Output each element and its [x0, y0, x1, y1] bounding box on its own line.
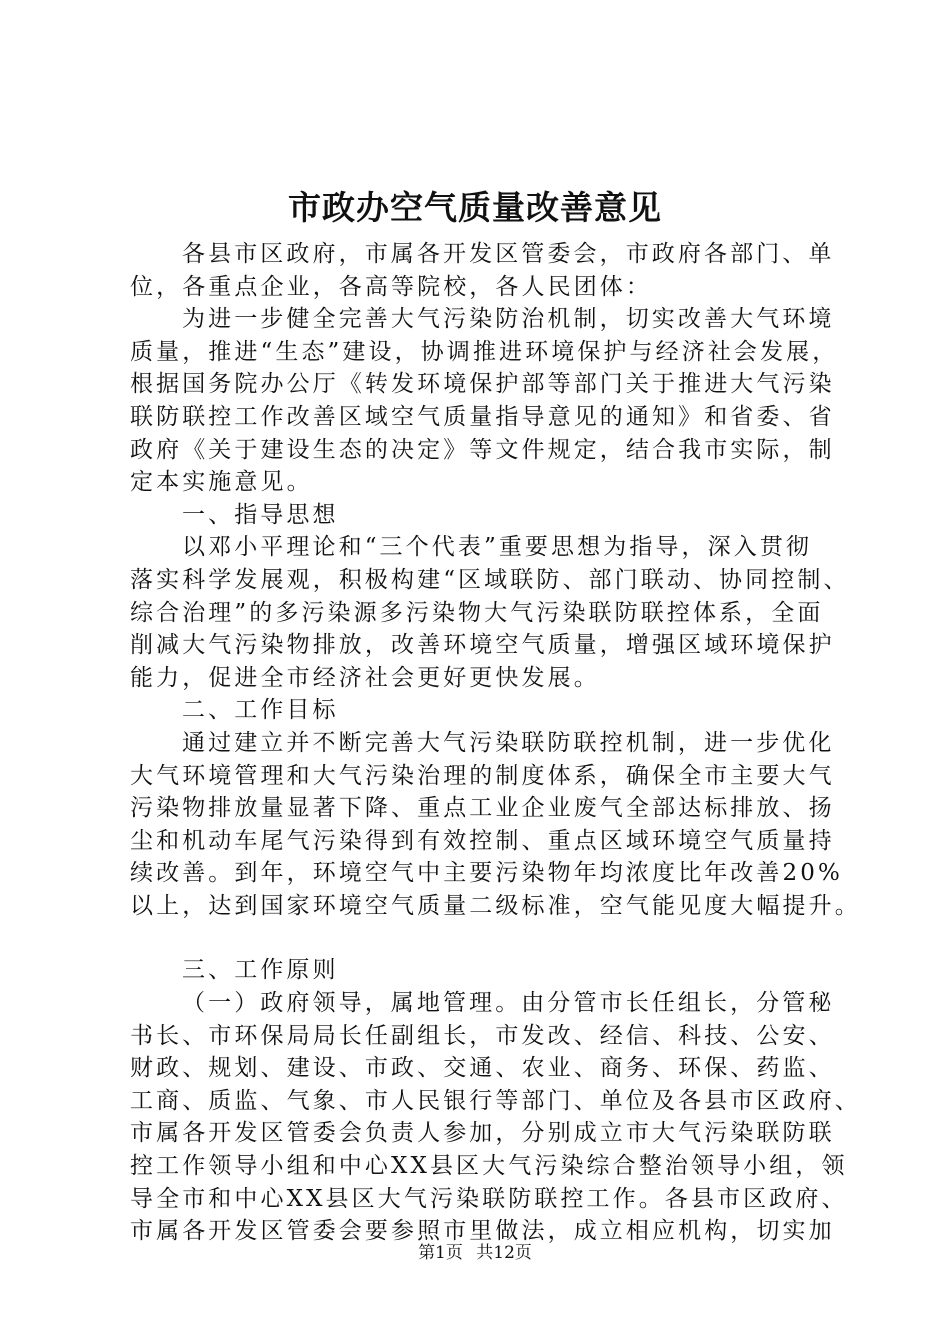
text-line: 联防联控工作改善区域空气质量指导意见的通知》和省委、省 [130, 403, 835, 430]
text-line: 尘和机动车尾气污染得到有效控制、重点区域环境空气质量持 [130, 827, 835, 854]
document-body [130, 238, 861, 1248]
text-line: 落实科学发展观，积极构建“区域联防、部门联动、协同控制、 [130, 566, 850, 593]
text-line: 续改善。到年，环境空气中主要污染物年均浓度比年改善20% [130, 860, 843, 887]
text-line: （一）政府领导，属地管理。由分管市长任组长，分管秘 [182, 990, 835, 1017]
document-title: 市政办空气质量改善意见 [288, 188, 662, 227]
blank-line [130, 922, 852, 954]
text-line: 政府《关于建设生态的决定》等文件规定，结合我市实际，制 [130, 436, 835, 463]
text-line: 以上，达到国家环境空气质量二级标准，空气能见度大幅提升。 [130, 892, 861, 919]
text-line: 书长、市环保局局长任副组长，市发改、经信、科技、公安、 [130, 1022, 835, 1049]
text-line: 削减大气污染物排放，改善环境空气质量，增强区域环境保护 [130, 632, 835, 659]
text-line: 导全市和中心XX县区大气污染联防联控工作。各县市区政府、 [130, 1185, 848, 1212]
text-line: 以邓小平理论和“三个代表”重要思想为指导，深入贯彻 [182, 534, 813, 561]
text-line: 位，各重点企业，各高等院校，各人民团体： [130, 273, 652, 300]
text-line: 根据国务院办公厅《转发环境保护部等部门关于推进大气污染 [130, 371, 835, 398]
text-line: 为进一步健全完善大气污染防治机制，切实改善大气环境 [182, 306, 835, 333]
page-total: 共12页 [476, 1243, 532, 1263]
text-line: 二、工作目标 [182, 697, 339, 724]
text-line: 综合治理”的多污染源多污染物大气污染联防联控体系，全面 [130, 599, 824, 626]
text-line: 通过建立并不断完善大气污染联防联控机制，进一步优化 [182, 729, 835, 756]
text-line: 市属各开发区管委会要参照市里做法，成立相应机构，切实加 [130, 1218, 835, 1245]
text-line: 一、指导思想 [182, 501, 339, 528]
text-line: 控工作领导小组和中心XX县区大气污染综合整治领导小组，领 [130, 1153, 848, 1180]
text-line: 质量，推进“生态”建设，协调推进环境保护与经济社会发展， [130, 338, 839, 365]
text-line: 污染物排放量显著下降、重点工业企业废气全部达标排放、扬 [130, 795, 835, 822]
text-line: 财政、规划、建设、市政、交通、农业、商务、环保、药监、 [130, 1055, 835, 1082]
text-line: 能力，促进全市经济社会更好更快发展。 [130, 664, 600, 691]
text-line: 各县市区政府，市属各开发区管委会，市政府各部门、单 [182, 241, 835, 267]
text-line: 定本实施意见。 [130, 469, 313, 496]
text-line: 三、工作原则 [182, 957, 339, 984]
text-line: 工商、质监、气象、市人民银行等部门、单位及各县市区政府、 [130, 1087, 861, 1114]
page-number: 第1页 [418, 1243, 463, 1263]
text-line: 大气环境管理和大气污染治理的制度体系，确保全市主要大气 [130, 762, 835, 789]
page-footer [0, 1241, 950, 1265]
text-line: 市属各开发区管委会负责人参加，分别成立市大气污染联防联 [130, 1120, 835, 1147]
